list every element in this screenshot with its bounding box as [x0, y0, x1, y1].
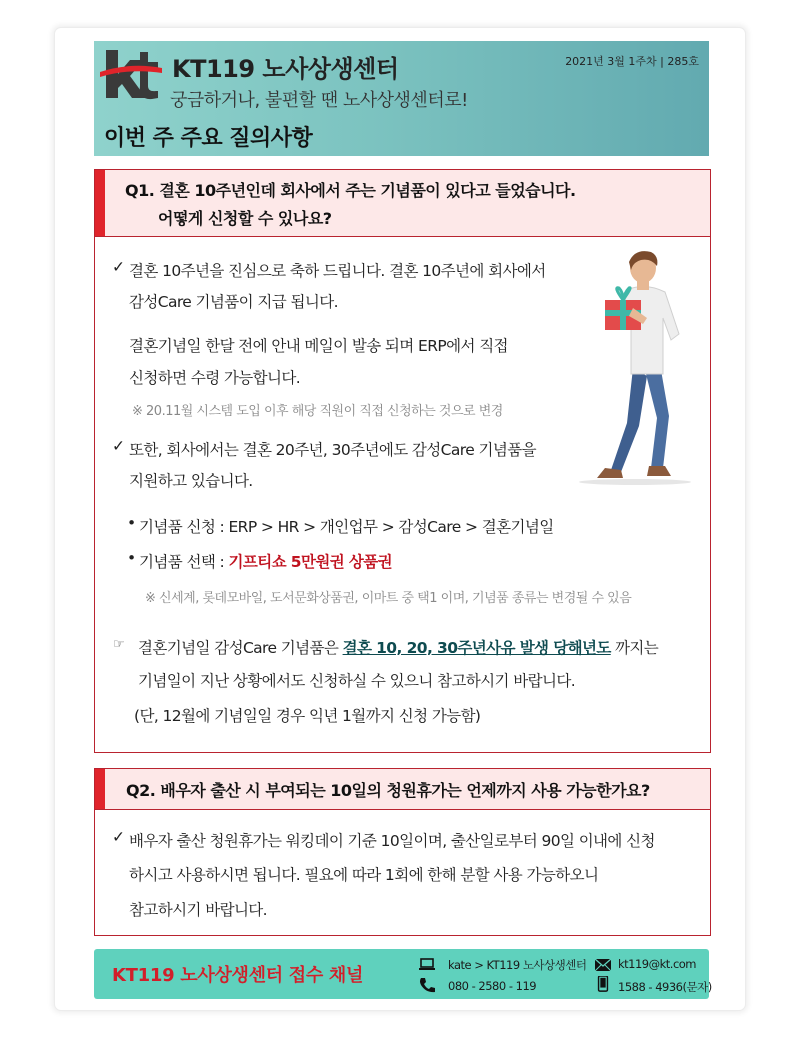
check-icon: ✓ — [112, 258, 125, 276]
web-channel[interactable]: kate > KT119 노사상생센터 — [448, 958, 587, 972]
tip-suffix: 까지는 — [610, 639, 659, 657]
mail-icon — [594, 957, 612, 973]
check-icon: ✓ — [112, 437, 125, 455]
center-slogan: 궁금하거나, 불편할 땐 노사상생센터로! — [170, 90, 468, 111]
q1-note: ※ 20.11월 시스템 도입 이후 해당 직원이 직접 신청하는 것으로 변경 — [132, 404, 503, 419]
gift-note: ※ 신세계, 롯데모바일, 도서문화상품권, 이마트 중 택1 이며, 기념품 종류는 변경될 수 있음 — [145, 591, 632, 606]
gift-apply-path: 기념품 신청 : ERP > HR > 개인업무 > 감성Care > 결혼기념일 — [139, 518, 554, 536]
q1-answer-line: 감성Care 기념품이 지급 됩니다. — [129, 293, 338, 311]
bullet-icon: • — [127, 514, 136, 532]
phone-icon — [418, 977, 436, 993]
footer-title: KT119 노사상생센터 접수 채널 — [112, 965, 364, 986]
q1-answer-line: 신청하면 수령 가능합니다. — [129, 369, 301, 387]
header-banner — [94, 41, 709, 156]
q2-answer-line: 참고하시기 바랍니다. — [129, 901, 268, 919]
tip-highlight: 결혼 10, 20, 30주년사유 발생 당해년도 — [342, 639, 611, 657]
gift-choice-value: 기프티쇼 5만원권 상품권 — [228, 553, 392, 571]
q2-answer-line: 하시고 사용하시면 됩니다. 필요에 따라 1회에 한해 분할 사용 가능하오니 — [129, 866, 599, 884]
gift-choice-label: 기념품 선택 : — [139, 553, 229, 571]
laptop-icon — [418, 957, 436, 973]
accent-bar — [95, 170, 105, 236]
tip-line: (단, 12월에 기념일일 경우 익년 1월까지 신청 가능함) — [134, 707, 481, 725]
tip-line: 기념일이 지난 상황에서도 신청하실 수 있으니 참고하시기 바랍니다. — [138, 672, 576, 690]
question-1-title-line2: 어떻게 신청할 수 있나요? — [158, 209, 332, 228]
accent-bar — [95, 769, 105, 809]
question-2-title: Q2. 배우자 출산 시 부여되는 10일의 청원휴가는 언제까지 사용 가능한가요? — [126, 781, 650, 800]
gift-person-illustration — [575, 248, 695, 488]
tip-prefix: 결혼기념일 감성Care 기념품은 — [138, 639, 343, 657]
question-2-header — [95, 769, 710, 810]
pointing-hand-icon: ☞ — [113, 637, 125, 652]
weekly-heading: 이번 주 주요 질의사항 — [104, 126, 313, 151]
phone-channel[interactable]: 080 - 2580 - 119 — [448, 979, 537, 993]
bullet-icon: • — [127, 549, 136, 567]
email-channel[interactable]: kt119@kt.com — [618, 957, 697, 971]
issue-number: 2021년 3월 1주차 | 285호 — [565, 55, 699, 68]
kt-logo — [100, 46, 162, 104]
center-title: KT119 노사상생센터 — [172, 55, 399, 83]
q1-answer-line: 결혼기념일 한달 전에 안내 메일이 발송 되며 ERP에서 직접 — [129, 337, 508, 355]
q1-answer-line: 지원하고 있습니다. — [129, 472, 253, 490]
sms-channel[interactable]: 1588 - 4936(문자) — [618, 980, 712, 994]
q1-answer-line: 결혼 10주년을 진심으로 축하 드립니다. 결혼 10주년에 회사에서 — [129, 262, 546, 280]
question-1-header — [95, 170, 710, 237]
tip-line — [138, 636, 658, 658]
q2-answer-line: 배우자 출산 청원휴가는 워킹데이 기준 10일이며, 출산일로부터 90일 이내에 신청 — [129, 832, 655, 850]
q1-answer-line: 또한, 회사에서는 결혼 20주년, 30주년에도 감성Care 기념품을 — [129, 441, 536, 459]
contact-footer — [94, 949, 712, 999]
gift-choice — [139, 550, 392, 572]
mobile-icon — [594, 976, 612, 992]
check-icon: ✓ — [112, 828, 125, 846]
question-1-title-line1: Q1. 결혼 10주년인데 회사에서 주는 기념품이 있다고 들었습니다. — [125, 181, 576, 200]
